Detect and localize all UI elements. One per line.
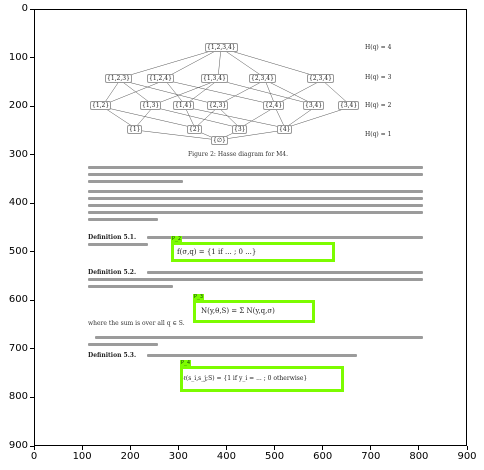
text-line xyxy=(147,236,423,239)
hasse-node-top: {1,2,3,4} xyxy=(207,44,236,51)
x-tick-label: 0 xyxy=(30,451,38,462)
hasse-node-bottom: {∅} xyxy=(213,137,226,144)
x-tick-label: 100 xyxy=(72,451,92,462)
highlight-box-3-tag: P_4 xyxy=(181,360,191,366)
definition-5-3-label: Definition 5.3. xyxy=(88,352,137,359)
hasse-node-l1-3: {4} xyxy=(279,126,291,133)
y-tick xyxy=(30,154,34,155)
x-tick-label: 900 xyxy=(457,451,477,462)
y-tick-label: 600 xyxy=(8,294,28,306)
formula-2: N(y,θ,S) = Σ N(y,q,σ) xyxy=(201,307,275,315)
text-line xyxy=(88,343,158,346)
where-text: where the sum is over all q ∈ S. xyxy=(88,320,185,327)
hasse-node-l3-0: {1,2,3} xyxy=(107,75,130,82)
x-tick xyxy=(418,446,419,450)
x-tick xyxy=(34,446,35,450)
y-tick-label: 300 xyxy=(8,148,28,160)
x-tick xyxy=(178,446,179,450)
y-tick-label: 900 xyxy=(8,440,28,451)
text-line xyxy=(88,166,423,169)
x-tick-label: 300 xyxy=(168,451,188,462)
x-tick xyxy=(130,446,131,450)
text-line xyxy=(88,243,148,246)
text-line xyxy=(95,336,423,339)
formula-1: f(σ,q) = {1 if ... ; 0 ...} xyxy=(177,248,257,256)
hasse-node-l2-1: {1,3} xyxy=(142,102,160,109)
x-tick-label: 500 xyxy=(265,451,285,462)
y-tick xyxy=(30,57,34,58)
y-tick xyxy=(30,106,34,107)
hasse-node-l2-6: {3,4} xyxy=(340,102,358,109)
hasse-node-l3-1: {1,2,4} xyxy=(149,75,172,82)
x-tick xyxy=(274,446,275,450)
y-tick xyxy=(30,9,34,10)
hasse-node-l2-4: {2,4} xyxy=(265,102,283,109)
x-tick xyxy=(467,446,468,450)
x-tick xyxy=(226,446,227,450)
text-line xyxy=(88,211,423,214)
x-tick-label: 200 xyxy=(120,451,140,462)
x-tick xyxy=(82,446,83,450)
y-tick-label: 100 xyxy=(8,51,28,63)
highlight-box-2-tag: P_3 xyxy=(194,294,204,300)
y-tick xyxy=(30,251,34,252)
y-tick-label: 0 xyxy=(21,3,28,14)
height-label-1: H(q) = 1 xyxy=(365,131,392,138)
text-line xyxy=(88,204,423,207)
x-tick-label: 800 xyxy=(409,451,429,462)
y-tick-label: 200 xyxy=(8,100,28,112)
hasse-node-l1-0: {1} xyxy=(129,126,141,133)
y-tick xyxy=(30,446,34,447)
text-line xyxy=(88,278,423,281)
height-label-2: H(q) = 2 xyxy=(365,102,392,109)
formula-3: ℓ(s_i,s_j;S) = {1 if y_i = ... ; 0 otherwise} xyxy=(183,375,308,382)
hasse-node-l2-5: {3,4} xyxy=(305,102,323,109)
text-line xyxy=(88,218,158,221)
y-tick-label: 400 xyxy=(8,197,28,209)
figure-caption: Figure 2: Hasse diagram for M4. xyxy=(188,151,288,158)
y-tick-label: 800 xyxy=(8,391,28,403)
x-tick-label: 600 xyxy=(313,451,333,462)
text-line xyxy=(88,180,183,183)
hasse-node-l3-4: {2,3,4} xyxy=(309,75,332,82)
x-tick-label: 400 xyxy=(216,451,236,462)
hasse-node-l2-2: {1,4} xyxy=(175,102,193,109)
definition-5-2-label: Definition 5.2. xyxy=(88,269,137,276)
hasse-node-l3-2: {1,3,4} xyxy=(203,75,226,82)
y-tick xyxy=(30,397,34,398)
y-tick xyxy=(30,348,34,349)
text-line xyxy=(147,354,357,357)
text-line xyxy=(88,197,423,200)
hasse-node-l2-3: {2,3} xyxy=(209,102,227,109)
text-line xyxy=(88,285,173,288)
height-label-3: H(q) = 3 xyxy=(365,74,392,81)
y-tick-label: 500 xyxy=(8,245,28,257)
definition-5-1-label: Definition 5.1. xyxy=(88,234,137,241)
x-tick xyxy=(370,446,371,450)
text-line xyxy=(88,190,423,193)
text-line xyxy=(147,271,423,274)
x-tick-label: 700 xyxy=(361,451,381,462)
text-line xyxy=(88,173,423,176)
hasse-node-l3-3: {2,3,4} xyxy=(251,75,274,82)
hasse-node-l1-1: {2} xyxy=(189,126,201,133)
y-tick xyxy=(30,300,34,301)
hasse-node-l1-2: {3} xyxy=(234,126,246,133)
x-tick xyxy=(322,446,323,450)
hasse-node-l2-0: {1,2} xyxy=(92,102,110,109)
y-tick-label: 700 xyxy=(8,342,28,354)
image-frame xyxy=(34,9,467,446)
height-label-4: H(q) = 4 xyxy=(365,44,392,51)
y-tick xyxy=(30,203,34,204)
highlight-box-1-tag: P_2 xyxy=(172,236,182,242)
